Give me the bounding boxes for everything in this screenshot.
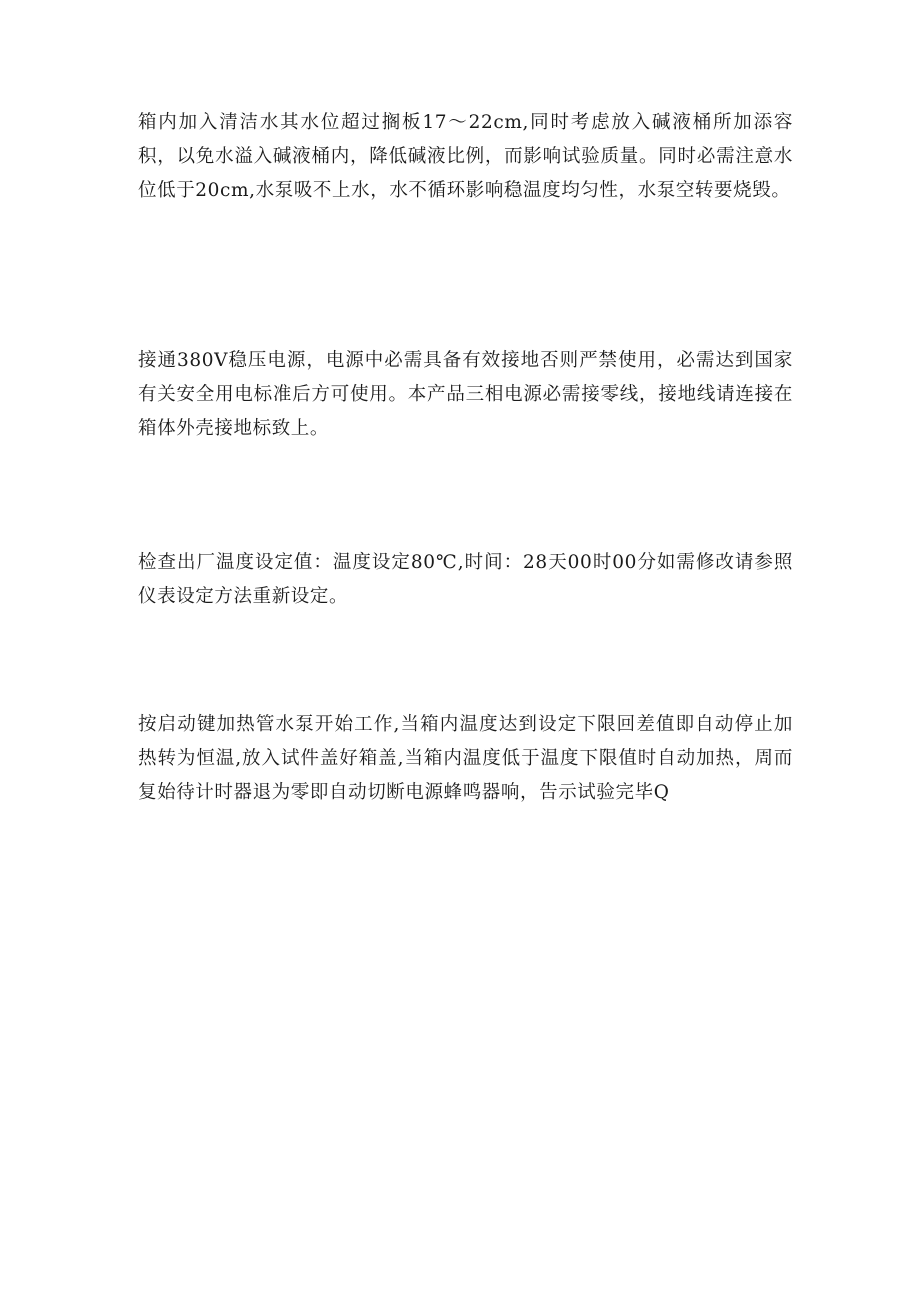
paragraph-power-supply: 接通380V稳压电源，电源中必需具备有效接地否则严禁使用，必需达到国家有关安全用电标准后方可使用。本产品三相电源必需接零线，接地线请连接在箱体外壳接地标致上。 (138, 350, 793, 439)
paragraph-factory-settings: 检查出厂温度设定值：温度设定80℃,时间：28天00时00分如需修改请参照仪表设定方法重新设定。 (138, 552, 793, 607)
paragraph-operation: 按启动键加热管水泵开始工作,当箱内温度达到设定下限回差值即自动停止加热转为恒温,放入试件盖好箱盖,当箱内温度低于温度下限值时自动加热，周而复始待计时器退为零即自动切断电源蜂鸣器响，告示试验完毕Q (138, 714, 793, 803)
paragraph-water-level: 箱内加入清洁水其水位超过搁板17～22cm,同时考虑放入碱液桶所加添容积，以免水溢入碱液桶内，降低碱液比例，而影响试验质量。同时必需注意水位低于20cm,水泵吸不上水，水不循环影响稳温度均匀性，水泵空转要烧毁。 (138, 112, 793, 201)
